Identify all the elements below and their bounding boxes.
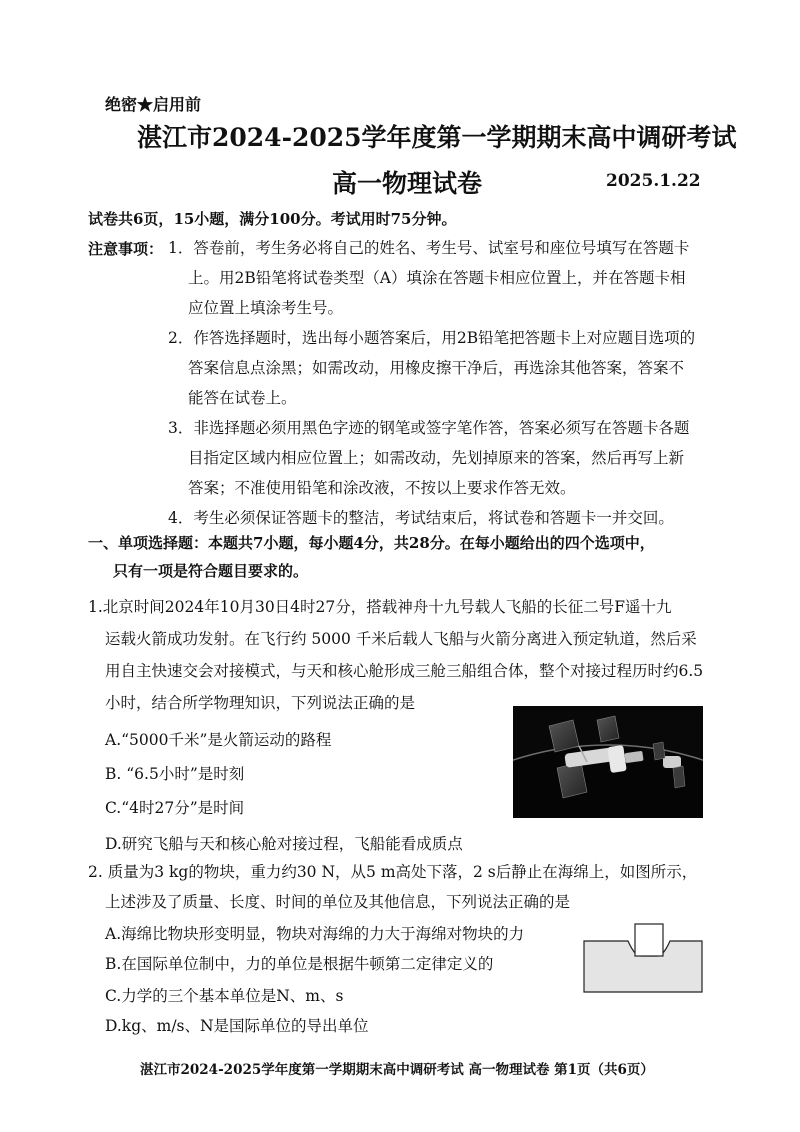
notes-label: 注意事项： xyxy=(88,240,164,258)
section1-heading-line-1: 一、单项选择题：本题共7小题，每小题4分，共28分。在每小题给出的四个选项中， xyxy=(88,534,655,552)
q2-option-c: C.力学的三个基本单位是N、m、s xyxy=(105,987,344,1005)
note-2-line-3: 能答在试卷上。 xyxy=(188,389,297,407)
q2-option-a: A.海绵比物块形变明显，物块对海绵的力大于海绵对物块的力 xyxy=(105,925,525,943)
note-2-line-1: 2．作答选择题时，选出每小题答案后，用2B铅笔把答题卡上对应题目选项的 xyxy=(168,329,696,347)
paper-title: 高一物理试卷 xyxy=(332,169,483,198)
exam-date: 2025.1.22 xyxy=(606,171,701,191)
q1-stem-line-3: 用自主快速交会对接模式，与天和核心舱形成三舱三船组合体，整个对接过程历时约6.5 xyxy=(105,662,704,680)
q1-stem-line-2: 运载火箭成功发射。在飞行约 5000 千米后载人飞船与火箭分离进入预定轨道，然后采 xyxy=(105,630,697,648)
note-2-line-2: 答案信息点涂黑；如需改动，用橡皮擦干净后，再选涂其他答案，答案不 xyxy=(188,359,685,377)
note-3-line-3: 答案；不准使用铅笔和涂改液，不按以上要求作答无效。 xyxy=(188,479,576,497)
q1-stem-line-4: 小时，结合所学物理知识，下列说法正确的是 xyxy=(105,694,416,712)
q1-option-c: C.“4时27分”是时间 xyxy=(105,799,245,817)
note-1-line-2: 上。用2B铅笔将试卷类型（A）填涂在答题卡相应位置上，并在答题卡相 xyxy=(188,269,686,287)
q1-option-a: A.“5000千米”是火箭运动的路程 xyxy=(105,731,332,749)
secret-mark: 绝密★启用前 xyxy=(105,95,202,114)
section1-heading-line-2: 只有一项是符合题目要求的。 xyxy=(113,562,309,580)
q2-stem-line-2: 上述涉及了质量、长度、时间的单位及其他信息，下列说法正确的是 xyxy=(105,893,571,911)
q1-option-d: D.研究飞船与天和核心舱对接过程，飞船能看成质点 xyxy=(105,835,463,853)
q2-option-d: D.kg、m/s、N是国际单位的导出单位 xyxy=(105,1017,369,1035)
q1-option-b: B. “6.5小时”是时刻 xyxy=(105,765,245,783)
note-3-line-2: 目指定区域内相应位置上；如需改动，先划掉原来的答案，然后再写上新 xyxy=(188,449,685,467)
note-3-line-1: 3．非选择题必须用黑色字迹的钢笔或签字笔作答，答案必须写在答题卡各题 xyxy=(168,419,690,437)
note-1-line-1: 1．答卷前，考生务必将自己的姓名、考生号、试室号和座位号填写在答题卡 xyxy=(168,239,690,257)
exam-title: 湛江市2024-2025学年度第一学期期末高中调研考试 xyxy=(137,123,737,152)
note-4-line-1: 4．考生必须保证答题卡的整洁，考试结束后，将试卷和答题卡一并交回。 xyxy=(168,509,674,527)
q2-option-b: B.在国际单位制中，力的单位是根据牛顿第二定律定义的 xyxy=(105,955,494,973)
note-1-line-3: 应位置上填涂考生号。 xyxy=(188,299,344,317)
exam-info: 试卷共6页，15小题，满分100分。考试用时75分钟。 xyxy=(88,210,457,228)
q2-stem-line-1: 2. 质量为3 kg的物块，重力约30 N，从5 m高处下落，2 s后静止在海绵上，如图所示， xyxy=(88,863,698,881)
space-station-image xyxy=(513,706,703,818)
sponge-block-diagram xyxy=(578,914,708,996)
q1-stem-line-1: 1.北京时间2024年10月30日4时27分，搭载神舟十九号载人飞船的长征二号F遥十九 xyxy=(88,598,672,616)
page-footer: 湛江市2024-2025学年度第一学期期末高中调研考试 高一物理试卷 第1页（共6页） xyxy=(140,1062,654,1078)
